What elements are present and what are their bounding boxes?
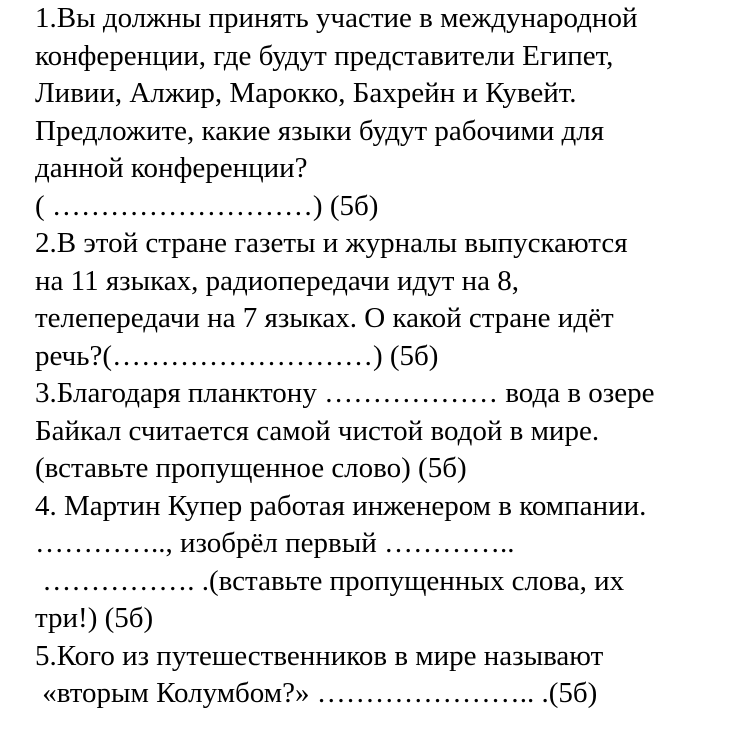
- question-2-answer-blank: речь?(………………………) (5б): [35, 339, 439, 372]
- question-5-line-2: «вторым Колумбом?» ………………….. .(5б): [35, 677, 598, 709]
- question-1-answer-blank: ( ………………………) (5б): [35, 189, 379, 222]
- question-1-line-5: данной конференции?: [35, 152, 308, 184]
- question-4-line-2: ………….., изобрёл первый …………..: [35, 527, 515, 559]
- question-1-line-4: Предложите, какие языки будут рабочими для: [35, 114, 605, 147]
- question-4-line-3: ……………. .(вставьте пропущенных слова, их: [35, 564, 625, 597]
- question-2-line-2: на 11 языках, радиопередачи идут на 8,: [35, 264, 520, 297]
- question-3-line-1: 3.Благодаря планктону ……………… вода в озере: [35, 377, 655, 409]
- question-5-line-1: 5.Кого из путешественников в мире называют: [35, 639, 604, 672]
- question-2-line-3: телепередачи на 7 языках. О какой стране идёт: [35, 302, 614, 334]
- question-3-line-2: Байкал считается самой чистой водой в мире.: [35, 414, 600, 447]
- question-4-line-4: три!) (5б): [35, 602, 154, 634]
- question-1-line-2: конференции, где будут представители Египет,: [35, 39, 614, 72]
- question-1-line-1: 1.Вы должны принять участие в международной: [35, 2, 638, 34]
- question-4-line-1: 4. Мартин Купер работая инженером в компании.: [35, 489, 647, 522]
- question-3-line-3: (вставьте пропущенное слово) (5б): [35, 452, 467, 484]
- question-2-line-1: 2.В этой стране газеты и журналы выпускаются: [35, 227, 628, 259]
- question-1-line-3: Ливии, Алжир, Марокко, Бахрейн и Кувейт.: [35, 77, 577, 109]
